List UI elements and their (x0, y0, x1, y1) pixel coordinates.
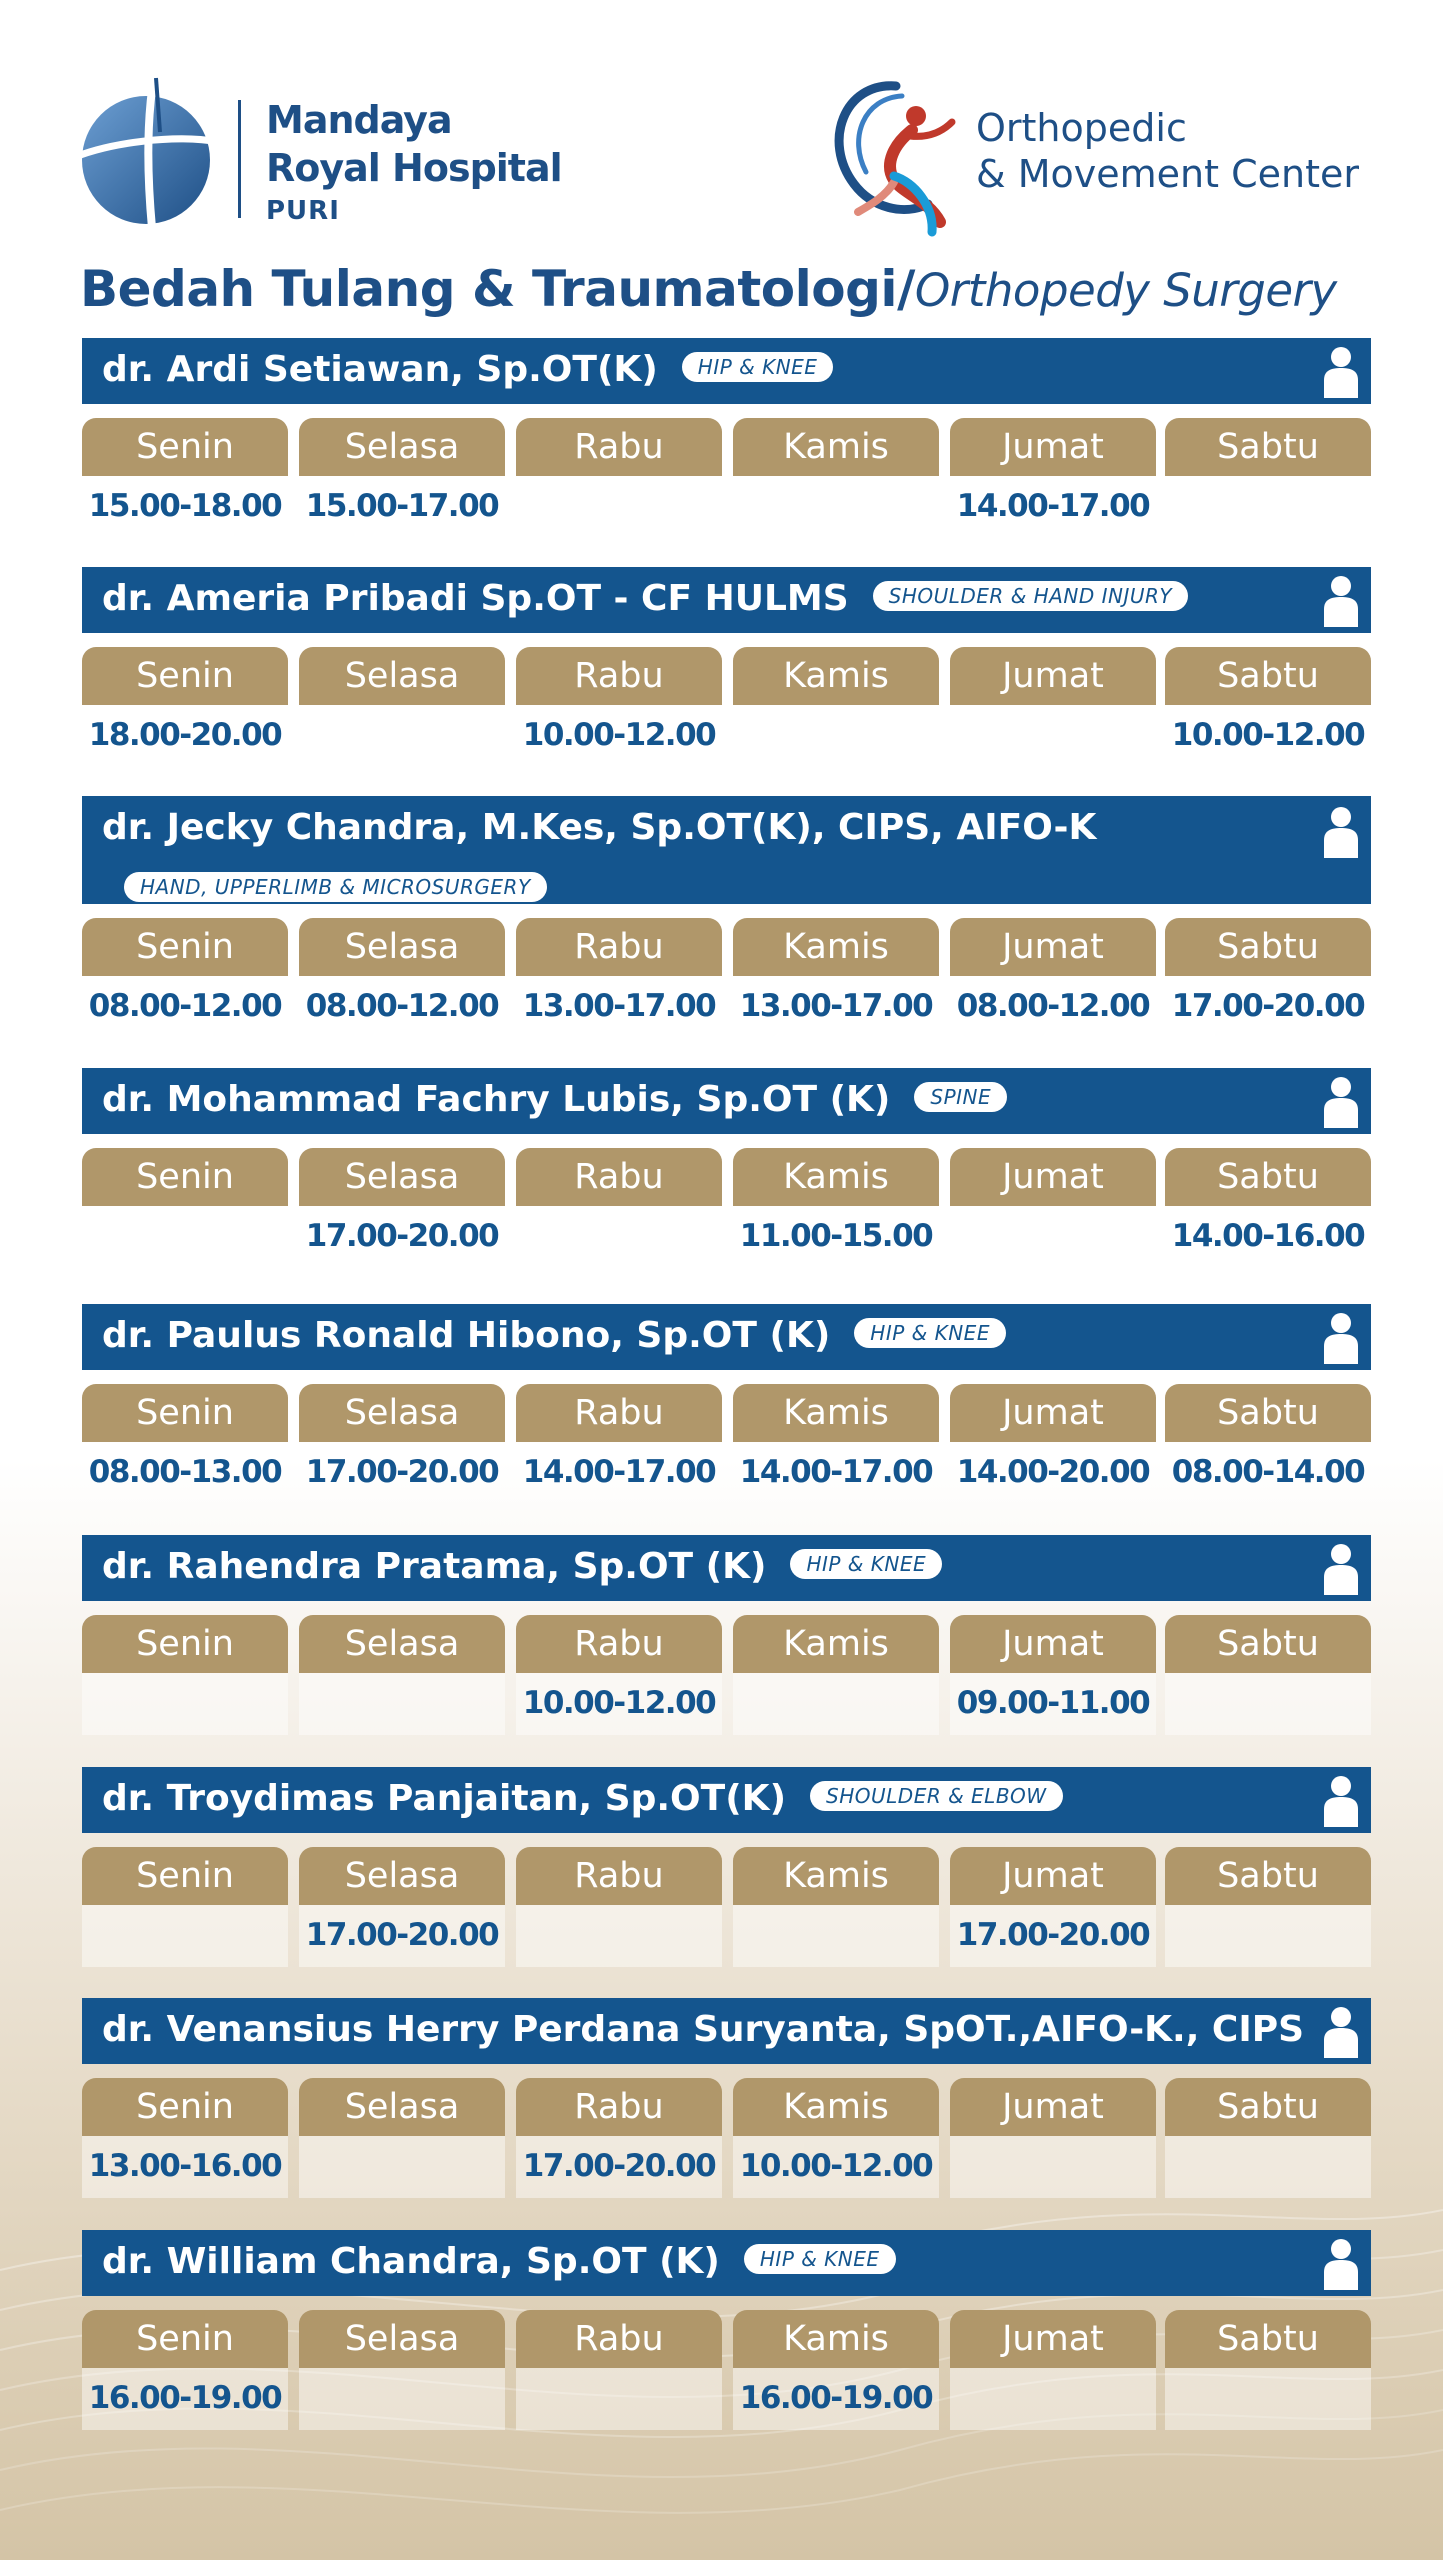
person-icon (1321, 2236, 1361, 2290)
person-icon (1321, 573, 1361, 627)
day-header: Sabtu (1165, 418, 1371, 476)
doctor-header (82, 1068, 1371, 1134)
day-header: Selasa (299, 2310, 505, 2368)
schedule-time: 17.00-20.00 (950, 1905, 1156, 1967)
specialty-badge: HIP & KNEE (790, 1549, 942, 1579)
day-header: Kamis (733, 1148, 939, 1206)
schedule-time: 15.00-17.00 (305, 488, 499, 524)
day-header: Jumat (950, 918, 1156, 976)
doctor-name-row (102, 577, 1188, 621)
schedule-time: 09.00-11.00 (950, 1673, 1156, 1735)
schedule-time (950, 1206, 1156, 1268)
doctor-header (82, 1998, 1371, 2064)
hospital-globe-icon (68, 72, 218, 232)
day-header: Kamis (733, 1847, 939, 1905)
doctor-name: dr. Ardi Setiawan, Sp.OT(K) (102, 349, 658, 390)
doctor-name: dr. Mohammad Fachry Lubis, Sp.OT (K) (102, 1079, 891, 1120)
schedule-time (299, 705, 505, 767)
schedule-time: 18.00-20.00 (88, 717, 282, 753)
specialty-badge: SPINE (914, 1082, 1007, 1112)
day-header: Kamis (733, 2078, 939, 2136)
page-title-main: Bedah Tulang & Traumatologi/ (80, 260, 915, 318)
schedule-time: 08.00-14.00 (1171, 1454, 1365, 1490)
schedule-time: 10.00-12.00 (733, 2136, 939, 2198)
schedule-table (82, 1847, 1371, 1977)
day-header: Kamis (733, 918, 939, 976)
schedule-time (516, 1206, 722, 1268)
doctor-block (82, 796, 1371, 1048)
specialty-badge: HIP & KNEE (682, 352, 834, 382)
doctor-name-row (102, 2240, 896, 2284)
day-header: Jumat (950, 1847, 1156, 1905)
day-header: Kamis (733, 1615, 939, 1673)
schedule-time (733, 705, 939, 767)
schedule-time (733, 1905, 939, 1967)
doctor-name: dr. Paulus Ronald Hibono, Sp.OT (K) (102, 1315, 831, 1356)
schedule-time: 08.00-12.00 (305, 988, 499, 1024)
day-header: Jumat (950, 1615, 1156, 1673)
movement-figure-icon (824, 72, 974, 242)
day-header: Senin (82, 1148, 288, 1206)
day-header: Kamis (733, 418, 939, 476)
day-header: Rabu (516, 918, 722, 976)
doctor-name-row (102, 1777, 1063, 1821)
doctor-name-row (102, 1314, 1006, 1358)
schedule-time (1165, 1905, 1371, 1967)
day-header: Rabu (516, 1148, 722, 1206)
person-icon (1321, 344, 1361, 398)
day-header: Kamis (733, 1384, 939, 1442)
schedule-time: 11.00-15.00 (739, 1218, 933, 1254)
day-header: Senin (82, 647, 288, 705)
doctor-name-row (102, 1078, 1007, 1122)
schedule-time: 08.00-13.00 (88, 1454, 282, 1490)
schedule-time: 13.00-17.00 (522, 988, 716, 1024)
schedule-time (1165, 476, 1371, 538)
day-header: Selasa (299, 1384, 505, 1442)
schedule-time: 08.00-12.00 (956, 988, 1150, 1024)
day-header: Senin (82, 1847, 288, 1905)
specialty-badge: SHOULDER & HAND INJURY (873, 581, 1188, 611)
doctor-header (82, 1535, 1371, 1601)
day-header: Senin (82, 2310, 288, 2368)
schedule-time: 14.00-17.00 (956, 488, 1150, 524)
schedule-time: 13.00-16.00 (82, 2136, 288, 2198)
person-icon (1321, 1074, 1361, 1128)
doctor-name: dr. Venansius Herry Perdana Suryanta, SpOT.,AIFO-K., CIPS (102, 2009, 1305, 2050)
schedule-time (82, 1905, 288, 1967)
doctor-header (82, 2230, 1371, 2296)
day-header: Jumat (950, 418, 1156, 476)
doctor-block (82, 1068, 1371, 1278)
schedule-time: 16.00-19.00 (733, 2368, 939, 2430)
logo-divider (238, 100, 241, 218)
schedule-time: 17.00-20.00 (1171, 988, 1365, 1024)
doctor-header (82, 567, 1371, 633)
doctor-header (82, 338, 1371, 404)
doctor-name: dr. Troydimas Panjaitan, Sp.OT(K) (102, 1778, 787, 1819)
day-header: Senin (82, 418, 288, 476)
schedule-time (950, 705, 1156, 767)
day-header: Sabtu (1165, 1148, 1371, 1206)
schedule-time: 08.00-12.00 (88, 988, 282, 1024)
schedule-time (82, 1673, 288, 1735)
doctor-block (82, 1304, 1371, 1514)
day-header: Sabtu (1165, 1847, 1371, 1905)
schedule-table (82, 1384, 1371, 1514)
day-header: Senin (82, 1615, 288, 1673)
specialty-badge: HIP & KNEE (744, 2244, 896, 2274)
day-header: Rabu (516, 2310, 722, 2368)
schedule-time (1165, 2368, 1371, 2430)
schedule-time: 14.00-20.00 (956, 1454, 1150, 1490)
schedule-time: 10.00-12.00 (516, 1673, 722, 1735)
center-name-line2: & Movement Center (976, 152, 1359, 196)
schedule-table (82, 918, 1371, 1048)
specialty-badge: HIP & KNEE (854, 1318, 1006, 1348)
hospital-name-line1: Mandaya (266, 98, 452, 142)
schedule-time (299, 2368, 505, 2430)
doctor-header (82, 796, 1371, 904)
schedule-time (299, 2136, 505, 2198)
schedule-time: 17.00-20.00 (305, 1218, 499, 1254)
day-header: Jumat (950, 1384, 1156, 1442)
day-header: Rabu (516, 1847, 722, 1905)
schedule-table (82, 1615, 1371, 1745)
day-header: Senin (82, 918, 288, 976)
schedule-time: 14.00-17.00 (522, 1454, 716, 1490)
doctor-name: dr. William Chandra, Sp.OT (K) (102, 2241, 720, 2282)
day-header: Kamis (733, 647, 939, 705)
day-header: Rabu (516, 418, 722, 476)
day-header: Sabtu (1165, 2078, 1371, 2136)
day-header: Senin (82, 1384, 288, 1442)
doctor-block (82, 567, 1371, 777)
schedule-time (950, 2368, 1156, 2430)
day-header: Kamis (733, 2310, 939, 2368)
person-icon (1321, 1541, 1361, 1595)
schedule-time: 17.00-20.00 (516, 2136, 722, 2198)
schedule-time (516, 1905, 722, 1967)
schedule-table (82, 418, 1371, 548)
day-header: Selasa (299, 647, 505, 705)
person-icon (1321, 804, 1361, 858)
doctor-name-row (102, 2008, 1304, 2052)
doctor-name: dr. Jecky Chandra, M.Kes, Sp.OT(K), CIPS, AIFO-K (102, 807, 1097, 848)
hospital-name (266, 96, 562, 192)
day-header: Sabtu (1165, 647, 1371, 705)
doctor-block (82, 1998, 1371, 2208)
hospital-logo (68, 72, 588, 232)
day-header: Jumat (950, 647, 1156, 705)
day-header: Sabtu (1165, 918, 1371, 976)
schedule-time (950, 2136, 1156, 2198)
schedule-time (299, 1673, 505, 1735)
day-header: Rabu (516, 1615, 722, 1673)
schedule-time: 14.00-16.00 (1171, 1218, 1365, 1254)
doctor-block (82, 338, 1371, 548)
day-header: Sabtu (1165, 1615, 1371, 1673)
hospital-name-line2: Royal Hospital (266, 146, 562, 190)
schedule-time: 17.00-20.00 (305, 1454, 499, 1490)
day-header: Selasa (299, 1148, 505, 1206)
day-header: Senin (82, 2078, 288, 2136)
schedule-table (82, 2078, 1371, 2208)
doctor-header (82, 1304, 1371, 1370)
schedule-time: 13.00-17.00 (739, 988, 933, 1024)
schedule-time: 16.00-19.00 (82, 2368, 288, 2430)
specialty-badge: SHOULDER & ELBOW (810, 1781, 1063, 1811)
schedule-table (82, 647, 1371, 777)
day-header: Selasa (299, 418, 505, 476)
day-header: Rabu (516, 647, 722, 705)
page-title-english: Orthopedy Surgery (914, 264, 1337, 317)
doctor-name: dr. Rahendra Pratama, Sp.OT (K) (102, 1546, 767, 1587)
schedule-time: 17.00-20.00 (299, 1905, 505, 1967)
day-header: Jumat (950, 2078, 1156, 2136)
day-header: Jumat (950, 2310, 1156, 2368)
day-header: Selasa (299, 1847, 505, 1905)
doctor-name-row (102, 806, 1097, 899)
day-header: Selasa (299, 2078, 505, 2136)
schedule-time: 14.00-17.00 (739, 1454, 933, 1490)
hospital-branch: PURI (266, 196, 340, 226)
day-header: Rabu (516, 2078, 722, 2136)
person-icon (1321, 1773, 1361, 1827)
schedule-time (516, 476, 722, 538)
person-icon (1321, 2004, 1361, 2058)
day-header: Rabu (516, 1384, 722, 1442)
doctor-block (82, 1767, 1371, 1977)
center-logo (824, 72, 1384, 242)
doctor-block (82, 2230, 1371, 2440)
doctor-name-row (102, 348, 833, 392)
schedule-time (82, 1206, 288, 1268)
person-icon (1321, 1310, 1361, 1364)
schedule-time: 10.00-12.00 (522, 717, 716, 753)
center-name-line1: Orthopedic (976, 106, 1187, 150)
doctor-block (82, 1535, 1371, 1745)
schedule-time: 15.00-18.00 (88, 488, 282, 524)
day-header: Sabtu (1165, 1384, 1371, 1442)
specialty-badge: HAND, UPPERLIMB & MICROSURGERY (124, 872, 547, 902)
day-header: Jumat (950, 1148, 1156, 1206)
schedule-time (516, 2368, 722, 2430)
schedule-time (1165, 2136, 1371, 2198)
day-header: Sabtu (1165, 2310, 1371, 2368)
day-header: Selasa (299, 1615, 505, 1673)
page-title (80, 260, 1380, 330)
day-header: Selasa (299, 918, 505, 976)
schedule-table (82, 2310, 1371, 2440)
schedule-time (1165, 1673, 1371, 1735)
schedule-time: 10.00-12.00 (1171, 717, 1365, 753)
schedule-table (82, 1148, 1371, 1278)
doctor-name-row (102, 1545, 942, 1589)
doctor-header (82, 1767, 1371, 1833)
schedule-time (733, 1673, 939, 1735)
schedule-time (733, 476, 939, 538)
doctor-name: dr. Ameria Pribadi Sp.OT - CF HULMS (102, 578, 849, 619)
